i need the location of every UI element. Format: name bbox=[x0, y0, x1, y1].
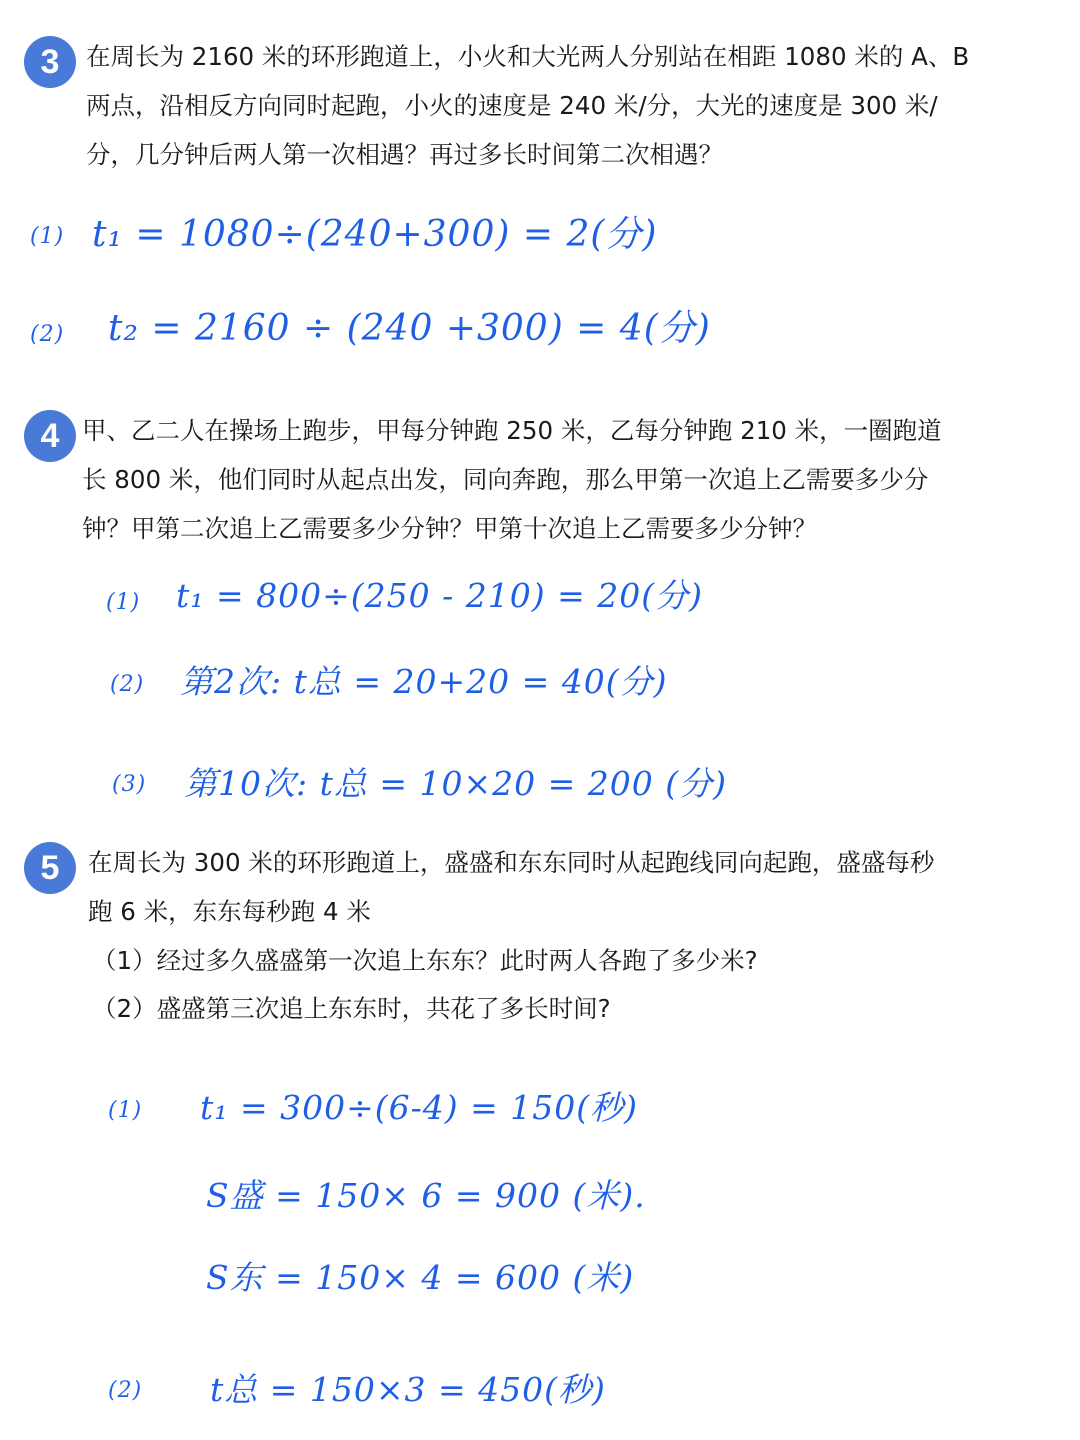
problem-number-badge: 3 bbox=[24, 36, 76, 88]
question-text bbox=[82, 406, 942, 553]
answer-label: (2) bbox=[30, 322, 65, 347]
handwritten-answer: t₁ = 300÷(6-4) = 150(秒) bbox=[200, 1088, 639, 1127]
question-line: 在周长为 2160 米的环形跑道上，小火和大光两人分别站在相距 1080 米的 A、B bbox=[86, 42, 970, 71]
question-text bbox=[86, 32, 969, 179]
question-line: 分，几分钟后两人第一次相遇？再过多长时间第二次相遇？ bbox=[86, 140, 723, 169]
question-line: 甲、乙二人在操场上跑步，甲每分钟跑 250 米，乙每分钟跑 210 米，一圈跑道 bbox=[82, 416, 942, 445]
handwritten-answer: t₂ = 2160 ÷ (240 +300) = 4(分) bbox=[108, 308, 711, 349]
answer-label: (2) bbox=[110, 672, 145, 697]
sub-question: （2）盛盛第三次追上东东时，共花了多长时间? bbox=[92, 994, 611, 1023]
question-line: 钟？甲第二次追上乙需要多少分钟？甲第十次追上乙需要多少分钟？ bbox=[82, 514, 817, 543]
problem-number-badge: 4 bbox=[24, 410, 76, 462]
answer-label: (1) bbox=[30, 224, 65, 249]
handwritten-answer: S东 = 150× 4 = 600 (米) bbox=[206, 1258, 635, 1297]
question-line: 长 800 米，他们同时从起点出发，同向奔跑，那么甲第一次追上乙需要多少分 bbox=[82, 465, 929, 494]
sub-question: （1）经过多久盛盛第一次追上东东？此时两人各跑了多少米? bbox=[92, 946, 758, 975]
question-text bbox=[88, 838, 934, 936]
question-line: 在周长为 300 米的环形跑道上，盛盛和东东同时从起跑线同向起跑，盛盛每秒 bbox=[88, 848, 935, 877]
answer-label: (1) bbox=[108, 1098, 143, 1123]
answer-label: (1) bbox=[106, 590, 141, 615]
problem-number-badge: 5 bbox=[24, 842, 76, 894]
handwritten-answer: t总 = 150×3 = 450(秒) bbox=[210, 1370, 606, 1409]
handwritten-answer: S盛 = 150× 6 = 900 (米). bbox=[206, 1176, 646, 1215]
answer-label: (2) bbox=[108, 1378, 143, 1403]
handwritten-answer: 第2次: t总 = 20+20 = 40(分) bbox=[180, 662, 668, 701]
question-line: 跑 6 米，东东每秒跑 4 米 bbox=[88, 897, 371, 926]
answer-label: (3) bbox=[112, 772, 147, 797]
handwritten-answer: t₁ = 1080÷(240+300) = 2(分) bbox=[92, 214, 658, 255]
question-line: 两点，沿相反方向同时起跑，小火的速度是 240 米/分，大光的速度是 300 米/ bbox=[86, 91, 938, 120]
handwritten-answer: 第10次: t总 = 10×20 = 200 (分) bbox=[184, 764, 727, 803]
handwritten-answer: t₁ = 800÷(250 - 210) = 20(分) bbox=[176, 576, 703, 615]
